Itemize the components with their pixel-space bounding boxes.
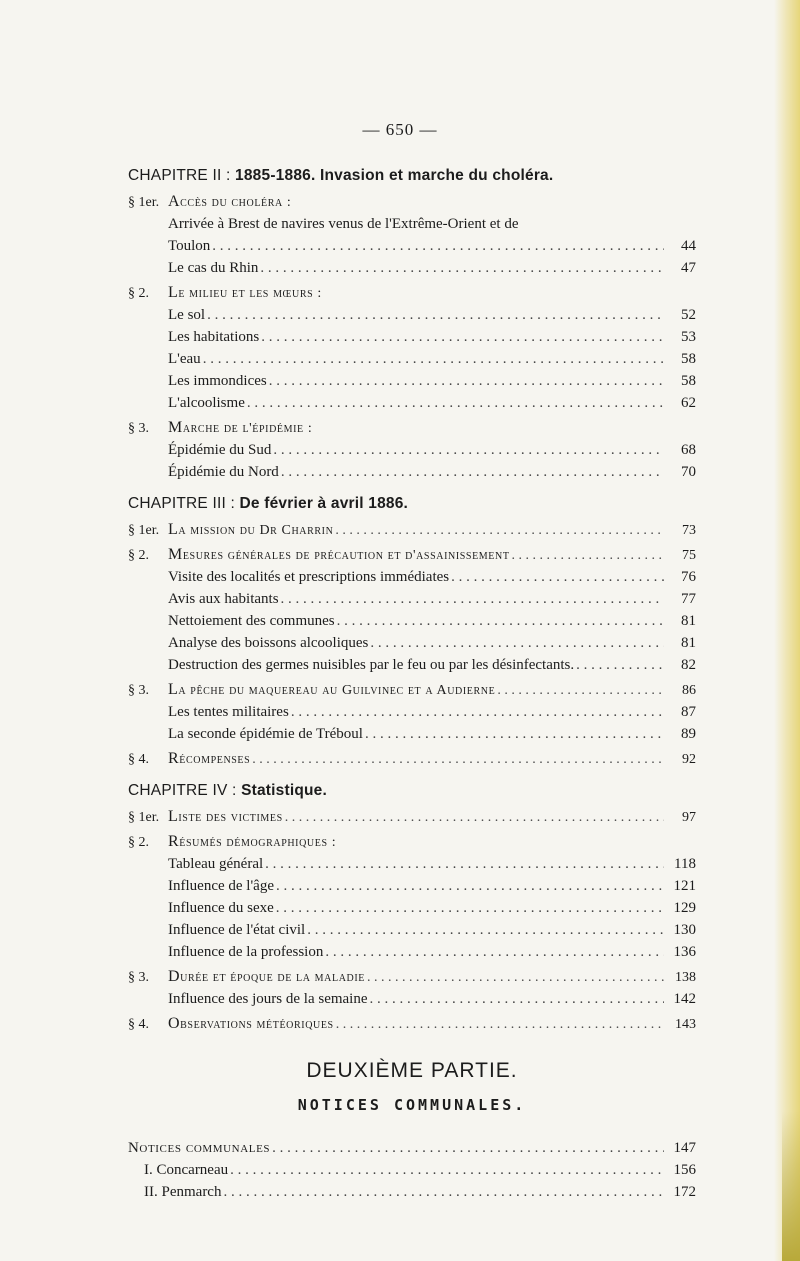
toc-entry	[128, 853, 696, 875]
dot-leader	[223, 1181, 664, 1203]
toc-entry	[128, 654, 696, 676]
dot-leader	[273, 439, 664, 461]
dot-leader	[576, 654, 664, 676]
entry-text: Influence de l'état civil	[168, 922, 306, 938]
chapter-label: CHAPITRE IV :	[128, 782, 237, 799]
dot-leader	[247, 392, 664, 414]
section-number: § 1er.	[128, 195, 160, 210]
dot-leader	[325, 941, 664, 963]
entry-text: Nettoiement des communes	[168, 613, 335, 629]
dot-leader	[281, 588, 664, 610]
toc-entry	[128, 897, 696, 919]
section-heading	[128, 417, 696, 439]
entry-text: La seconde épidémie de Tréboul	[168, 726, 363, 742]
notice-entry	[128, 1159, 696, 1181]
dot-leader	[272, 1137, 664, 1159]
entry-text: Avis aux habitants	[168, 591, 279, 607]
page-ref: 86	[682, 683, 696, 698]
dot-leader	[337, 610, 664, 632]
toc-entry	[128, 461, 696, 483]
entry-text: Épidémie du Nord	[168, 464, 279, 480]
page-ref: 87	[681, 704, 696, 720]
page-ref: 89	[681, 726, 696, 742]
entry-text: Tableau général	[168, 856, 264, 872]
toc-entry	[128, 257, 696, 279]
page-ref: 47	[681, 260, 696, 276]
page-ref: 136	[673, 944, 696, 960]
page-ref: 172	[673, 1184, 696, 1200]
dot-leader	[285, 807, 664, 829]
dot-leader	[336, 1014, 664, 1036]
section-number: § 2.	[128, 286, 149, 301]
entry-text: Visite des localités et prescriptions immédiates	[168, 569, 450, 585]
chapter-label: CHAPITRE II :	[128, 167, 231, 184]
toc-entry	[128, 304, 696, 326]
section-heading	[128, 966, 696, 988]
toc-entry	[128, 439, 696, 461]
toc-entry	[128, 632, 696, 654]
page-edge-stain	[782, 1111, 800, 1261]
dot-leader	[307, 919, 664, 941]
section-title: Durée et époque de la maladie	[168, 968, 365, 985]
page-ref: 138	[675, 970, 696, 985]
entry-text: Analyse des boissons alcooliques	[168, 635, 369, 651]
entry-text: Le sol	[168, 307, 206, 323]
section-title: Récompenses	[168, 750, 251, 767]
dot-leader	[207, 304, 664, 326]
entry-text: Les habitations	[168, 329, 260, 345]
page-ref: 81	[681, 613, 696, 629]
entry-text: Destruction des germes nuisibles par le feu ou par les désinfectants.	[168, 657, 575, 673]
section-heading	[128, 519, 696, 541]
section-title: Marche de l'épidémie :	[168, 419, 313, 436]
page-ref: 121	[673, 878, 696, 894]
entry-text: Épidémie du Sud	[168, 442, 272, 458]
dot-leader	[281, 461, 664, 483]
section-title: Mesures générales de précaution et d'assainissement	[168, 546, 510, 563]
section-heading	[128, 282, 696, 304]
section-title: Observations météoriques	[168, 1015, 334, 1032]
page-ref: 58	[681, 351, 696, 367]
entry-text: Le cas du Rhin	[168, 260, 259, 276]
entry-text: Toulon	[168, 238, 211, 254]
page-ref: 76	[681, 569, 696, 585]
page-ref: 142	[673, 991, 696, 1007]
dot-leader	[370, 632, 664, 654]
toc-entry	[128, 941, 696, 963]
dot-leader	[212, 235, 664, 257]
page-ref: 62	[681, 395, 696, 411]
table-of-contents	[128, 163, 696, 1203]
entry-text: II. Penmarch	[144, 1184, 222, 1200]
section-heading	[128, 191, 696, 213]
page-ref: 52	[681, 307, 696, 323]
page-ref: 130	[673, 922, 696, 938]
section-heading	[128, 806, 696, 828]
toc-entry	[128, 610, 696, 632]
section-number: § 3.	[128, 421, 149, 436]
toc-entry	[128, 701, 696, 723]
dot-leader	[370, 988, 664, 1010]
page-ref: 70	[681, 464, 696, 480]
section-title: Résumés démographiques :	[168, 833, 337, 850]
page-ref: 82	[681, 657, 696, 673]
page-edge-shading	[774, 0, 800, 1261]
dot-leader	[335, 520, 664, 542]
page-ref: 44	[681, 238, 696, 254]
toc-entry	[128, 235, 696, 257]
entry-text: L'eau	[168, 351, 201, 367]
dot-leader	[260, 257, 664, 279]
page-ref: 75	[682, 548, 696, 563]
section-heading	[128, 748, 696, 770]
section-heading	[128, 544, 696, 566]
section-title: Le milieu et les mœurs :	[168, 284, 322, 301]
dot-leader	[276, 897, 664, 919]
section-number: § 4.	[128, 1017, 149, 1032]
page-ref: 97	[682, 810, 696, 825]
dot-leader	[512, 545, 664, 567]
entry-text: I. Concarneau	[144, 1162, 229, 1178]
page-ref: 53	[681, 329, 696, 345]
section-heading	[128, 831, 696, 853]
page-ref: 143	[675, 1017, 696, 1032]
section-number: § 2.	[128, 835, 149, 850]
section-heading	[128, 679, 696, 701]
entry-text: Arrivée à Brest de navires venus de l'Extrême-Orient et de	[168, 216, 519, 232]
entry-text: Les immondices	[168, 373, 267, 389]
dot-leader	[252, 749, 664, 771]
page-ref: 73	[682, 523, 696, 538]
toc-entry	[128, 566, 696, 588]
toc-entry	[128, 326, 696, 348]
notice-entry	[128, 1181, 696, 1203]
page-ref: 81	[681, 635, 696, 651]
entry-text: Influence des jours de la semaine	[168, 991, 368, 1007]
toc-entry	[128, 348, 696, 370]
entry-text: Influence du sexe	[168, 900, 274, 916]
dot-leader	[276, 875, 664, 897]
chapter-heading	[128, 163, 696, 188]
page-ref: 92	[682, 752, 696, 767]
part-title: DEUXIÈME PARTIE.	[306, 1059, 518, 1082]
notices-heading	[128, 1137, 696, 1159]
toc-entry	[128, 988, 696, 1010]
toc-entry	[128, 213, 696, 235]
page-ref: 147	[673, 1140, 696, 1156]
entry-text: L'alcoolisme	[168, 395, 245, 411]
chapter-title: 1885-1886. Invasion et marche du choléra.	[235, 167, 554, 184]
dot-leader	[451, 566, 664, 588]
dot-leader	[367, 967, 664, 989]
entry-text: Influence de la profession	[168, 944, 324, 960]
page-ref: 156	[673, 1162, 696, 1178]
page-number: — 650 —	[362, 120, 438, 139]
section-number: § 3.	[128, 970, 149, 985]
chapter-heading	[128, 778, 696, 803]
toc-entry	[128, 588, 696, 610]
page-ref: 77	[681, 591, 696, 607]
section-number: § 4.	[128, 752, 149, 767]
dot-leader	[269, 370, 664, 392]
chapter-title: De février à avril 1886.	[239, 495, 409, 512]
chapter-heading	[128, 491, 696, 516]
toc-entry	[128, 919, 696, 941]
dot-leader	[203, 348, 664, 370]
part-subtitle: NOTICES COMMUNALES.	[297, 1096, 527, 1114]
section-title: Accès du choléra :	[168, 193, 292, 210]
section-number: § 1er.	[128, 810, 160, 825]
section-number: § 3.	[128, 683, 149, 698]
page-ref: 118	[674, 856, 696, 872]
page-ref: 68	[681, 442, 696, 458]
section-heading	[128, 1013, 696, 1035]
dot-leader	[365, 723, 664, 745]
dot-leader	[497, 680, 664, 702]
toc-entry	[128, 392, 696, 414]
section-number: § 1er.	[128, 523, 160, 538]
toc-entry	[128, 875, 696, 897]
toc-entry	[128, 370, 696, 392]
dot-leader	[291, 701, 664, 723]
dot-leader	[261, 326, 664, 348]
section-title: La pêche du maquereau au Guilvinec et a Audierne	[168, 681, 496, 698]
section-title: La mission du Dr Charrin	[168, 521, 334, 538]
chapter-label: CHAPITRE III :	[128, 495, 236, 512]
section-number: § 2.	[128, 548, 149, 563]
entry-text: Les tentes militaires	[168, 704, 289, 720]
page-ref: 58	[681, 373, 696, 389]
notices-title: Notices communales	[128, 1140, 271, 1156]
page-ref: 129	[673, 900, 696, 916]
entry-text: Influence de l'âge	[168, 878, 274, 894]
dot-leader	[265, 853, 664, 875]
section-title: Liste des victimes	[168, 808, 283, 825]
toc-entry	[128, 723, 696, 745]
dot-leader	[230, 1159, 664, 1181]
chapter-title: Statistique.	[241, 782, 328, 799]
